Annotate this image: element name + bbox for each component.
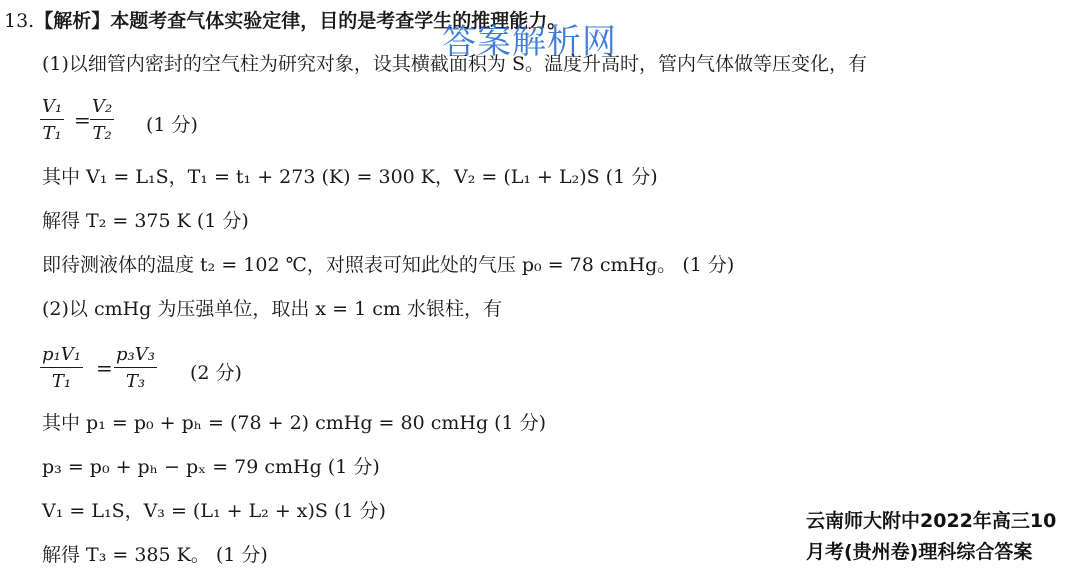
fraction-denominator: T₁ — [51, 371, 72, 392]
footer-title-line2: 月考(贵州卷)理科综合答案 — [806, 541, 1033, 563]
part1-line2: 其中 V₁ = L₁S，T₁ = t₁ + 273 (K) = 300 K，V₂ = (L₁ + L₂)S (1 分) — [42, 166, 658, 188]
part2-line3: p₃ = p₀ + pₕ − pₓ = 79 cmHg (1 分) — [42, 456, 380, 478]
fraction-numerator: V₂ — [90, 96, 114, 120]
part1-line4: 即待测液体的温度 t₂ = 102 ℃，对照表可知此处的气压 p₀ = 78 cmHg。 (1 分) — [42, 254, 735, 276]
question-number: 13. — [4, 10, 35, 32]
part2-line4: V₁ = L₁S，V₃ = (L₁ + L₂ + x)S (1 分) — [42, 500, 386, 522]
analysis-intro: 本题考查气体实验定律，目的是考查学生的推理能力。 — [110, 10, 567, 32]
part1-intro: (1)以细管内密封的空气柱为研究对象，设其横截面积为 S。温度升高时，管内气体做等压变化，有 — [42, 53, 867, 75]
fraction-denominator: T₂ — [92, 123, 112, 144]
part1-fraction-score: (1 分) — [146, 114, 198, 136]
part1-line3: 解得 T₂ = 375 K (1 分) — [42, 210, 249, 232]
part2-line5: 解得 T₃ = 385 K。 (1 分) — [42, 544, 268, 566]
fraction-numerator: V₁ — [40, 96, 64, 120]
equals-sign: = — [74, 108, 91, 132]
part2-line2: 其中 p₁ = p₀ + pₕ = (78 + 2) cmHg = 80 cmHg (1 分) — [42, 412, 547, 434]
equals-sign: = — [96, 356, 113, 380]
part2-fraction-score: (2 分) — [190, 362, 242, 384]
fraction-numerator: p₁V₁ — [40, 344, 83, 368]
fraction-denominator: T₁ — [42, 123, 62, 144]
part2-intro: (2)以 cmHg 为压强单位，取出 x = 1 cm 水银柱，有 — [42, 298, 502, 320]
fraction-denominator: T₃ — [125, 371, 146, 392]
part1-fraction-left — [40, 96, 64, 144]
part2-fraction-right — [114, 344, 157, 392]
analysis-tag: 【解析】 — [34, 10, 111, 32]
part1-fraction-right — [90, 96, 114, 144]
fraction-numerator: p₃V₃ — [114, 344, 157, 368]
part2-fraction-left — [40, 344, 83, 392]
footer-title-line1: 云南师大附中2022年高三10 — [806, 510, 1057, 532]
watermark-text: 答案解析网 — [442, 22, 617, 62]
